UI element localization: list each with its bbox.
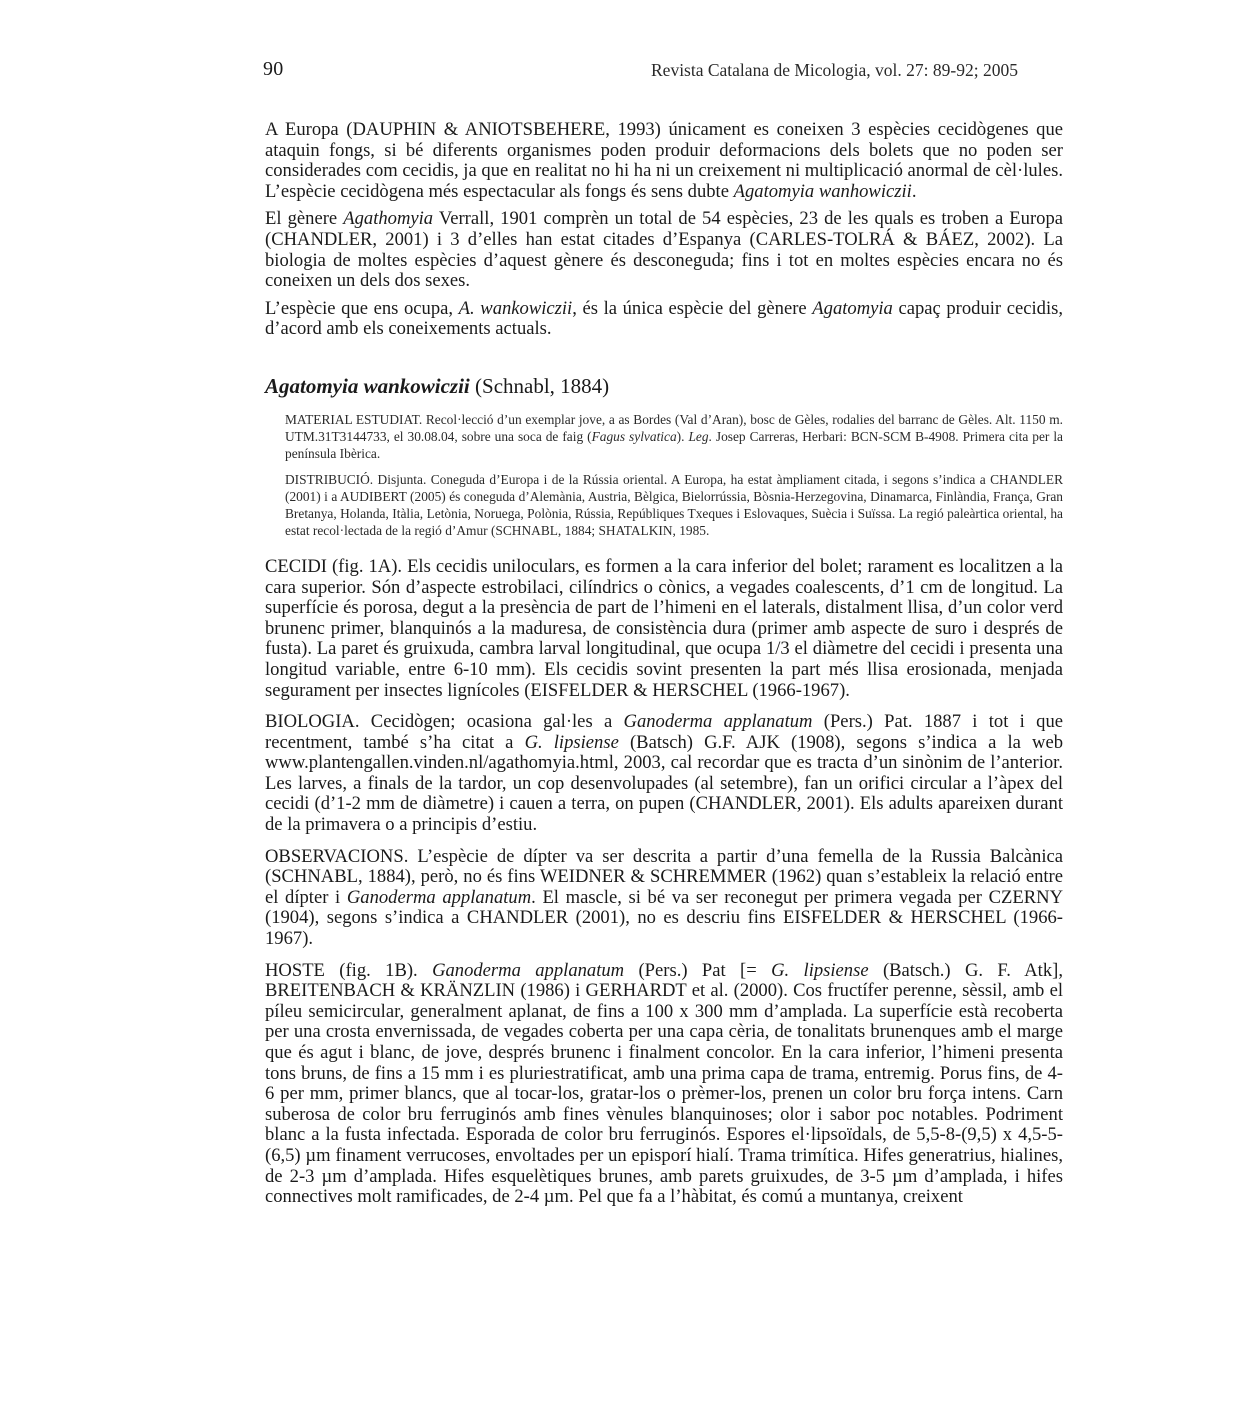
species-heading	[265, 373, 1063, 399]
biologia-section: BIOLOGIA. Cecidògen; ocasiona gal·les a Ganoderma applanatum (Pers.) Pat. 1887 i tot i que recentment, també s’ha citat a G. lipsiense (Batsch) G.F. AJK (1908), segons s’indica a la web www.plantengallen.vinden.nl/agathomyia.html, 2003, cal recordar que es tracta d’un sinònim de l’anterior. Les larves, a finals de la tardor, un cop desenvolupades (al setembre), fan un orifici circular a l’àpex del cecidi (d’1-2 mm de diàmetre) i cauen a terra, on pupen (CHANDLER, 2001). Els adults apareixen durant de la primavera o a principis d’estiu.	[265, 711, 1063, 836]
material-studied: MATERIAL ESTUDIAT. Recol·lecció d’un exemplar jove, a as Bordes (Val d’Aran), bosc de Gèles, rodalies del barranc de Gèles. Alt. 1150 m. UTM.31T3144733, el 30.08.04, sobre una soca de faig (Fagus sylvatica). Leg. Josep Carreras, Herbari: BCN-SCM B-4908. Primera cita per la península Ibèrica.	[285, 411, 1063, 461]
intro-paragraph-1: A Europa (DAUPHIN & ANIOTSBEHERE, 1993) únicament es coneixen 3 espècies cecidògenes que ataquin fongs, si bé diferents organismes poden produir deformacions dels bolets que no poden ser considerades com cecidis, ja que en realitat no hi ha ni un creixement ni multiplicació anormal de cèl·lules. L’espècie cecidògena més espectacular als fongs és sens dubte Agatomyia wanhowiczii.	[265, 119, 1063, 202]
genus-name-italic: Agatomyia	[812, 297, 893, 319]
distribution: DISTRIBUCIÓ. Disjunta. Coneguda d’Europa i de la Rússia oriental. A Europa, ha estat àmpliament citada, i segons s’indica a CHANDLER (2001) i a AUDIBERT (2005) és coneguda d’Alemània, Austria, Bèlgica, Bielorrússia, Bòsnia-Herzegovina, Dinamarca, Finlàndia, França, Gran Bretanya, Holanda, Itàlia, Letònia, Noruega, Polònia, Rússia, Repúbliques Txeques i Eslovaques, Suècia i Suïssa. La regió paleàrtica oriental, ha estat recol·lectada de la regió d’Amur (SCHNABL, 1884; SHATALKIN, 1985.	[285, 471, 1063, 538]
cecidi-section: CECIDI (fig. 1A). Els cecidis uniloculars, es formen a la cara inferior del bolet; rarament es localitzen a la cara superior. Són d’aspecte estrobilaci, cilíndrics o cònics, a vegades coalescents, d’1 cm de longitud. La superfície és porosa, degut a la presència de part de l’himeni en el laterals, distalment llisa, d’un color verd brunenc primer, blanquinós a la maduresa, de consistència dura (primer amb aspecte de suro i després de fusta). La paret és gruixuda, cambra larval longitudinal, que ocupa 1/3 el diàmetre del cecidi i presenta una longitud variable, entre 6-10 mm). Els cecidis sovint presenten la part més llisa erosionada, menjada segurament per insectes lignícoles (EISFELDER & HERSCHEL (1966-1967).	[265, 555, 1063, 701]
species-heading-name: Agatomyia wankowiczii	[265, 373, 470, 398]
observacions-section: OBSERVACIONS. L’espècie de dípter va ser descrita a partir d’una femella de la Russia Balcànica (SCHNABL, 1884), però, no és fins WEIDNER & SCHREMMER (1962) quan s’estableix la relació entre el dípter i Ganoderma applanatum. El mascle, si bé va ser reconegut per primera vegada per CZERNY (1904), segons s’indica a CHANDLER (2001), no es descriu fins EISFELDER & HERSCHEL (1966-1967).	[265, 845, 1063, 950]
species-name-italic: Agatomyia wanhowiczii	[733, 180, 912, 202]
article-body	[265, 120, 1063, 1208]
intro-paragraph-2: El gènere Agathomyia Verrall, 1901 comprèn un total de 54 espècies, 23 de les quals es troben a Europa (CHANDLER, 2001) i 3 d’elles han estat citades d’Espanya (CARLES-TOLRÁ & BÁEZ, 2002). La biologia de moltes espècies d’aquest gènere és desconeguda; fins i tot en moltes espècies encara no és coneixen un dels dos sexes.	[265, 208, 1063, 292]
intro-paragraph-3: L’espècie que ens ocupa, A. wankowiczii, és la única espècie del gènere Agatomyia capaç produir cecidis, d’acord amb els coneixements actuals.	[265, 297, 1064, 340]
species-name-italic: A. wankowiczii	[458, 297, 573, 319]
hoste-section: HOSTE (fig. 1B). Ganoderma applanatum (Pers.) Pat [= G. lipsiense (Batsch.) G. F. Atk], BREITENBACH & KRÄNZLIN (1986) i GERHARDT et al. (2000). Cos fructífer perenne, sèssil, amb el píleu semicircular, generalment aplanat, de fins a 100 x 300 mm d’amplada. La superfície està recoberta per una crosta envernissada, de vegades coberta per una capa cèria, de tonalitats brunenques amb el marge que és agut i blanc, de jove, després brunenc i finalment concolor. En la cara inferior, l’himeni presenta tons bruns, de fins a 15 mm i es pluriestratificat, amb una prima capa de trama, entremig. Porus fins, de 4-6 per mm, primer blancs, que al tocar-los, gratar-los o prèmer-los, prenen un color bru força intens. Carn suberosa de color bru ferruginós amb fines vènules blanquinoses; olor i sabor poc notables. Podriment blanc a la fusta infectada. Esporada de color bru ferruginós. Espores el·lipsoïdals, de 5,5-8-(9,5) x 4,5-5-(6,5) µm finament verrucoses, envoltades per un episporí hialí. Trama trimítica. Hifes generatrius, hialines, de 2-3 µm d’amplada. Hifes esquelètiques brunes, amb parets gruixudes, de 3-5 µm d’amplada, i hifes connectives molt ramificades, de 2-4 µm. Pel que fa a l’hàbitat, és comú a muntanya, creixent	[265, 959, 1063, 1208]
species-heading-authority: (Schnabl, 1884)	[469, 373, 610, 398]
genus-name-italic: Agathomyia	[343, 208, 434, 230]
journal-header: Revista Catalana de Micologia, vol. 27: 89-92; 2005	[651, 60, 1018, 80]
page-number: 90	[263, 58, 284, 80]
